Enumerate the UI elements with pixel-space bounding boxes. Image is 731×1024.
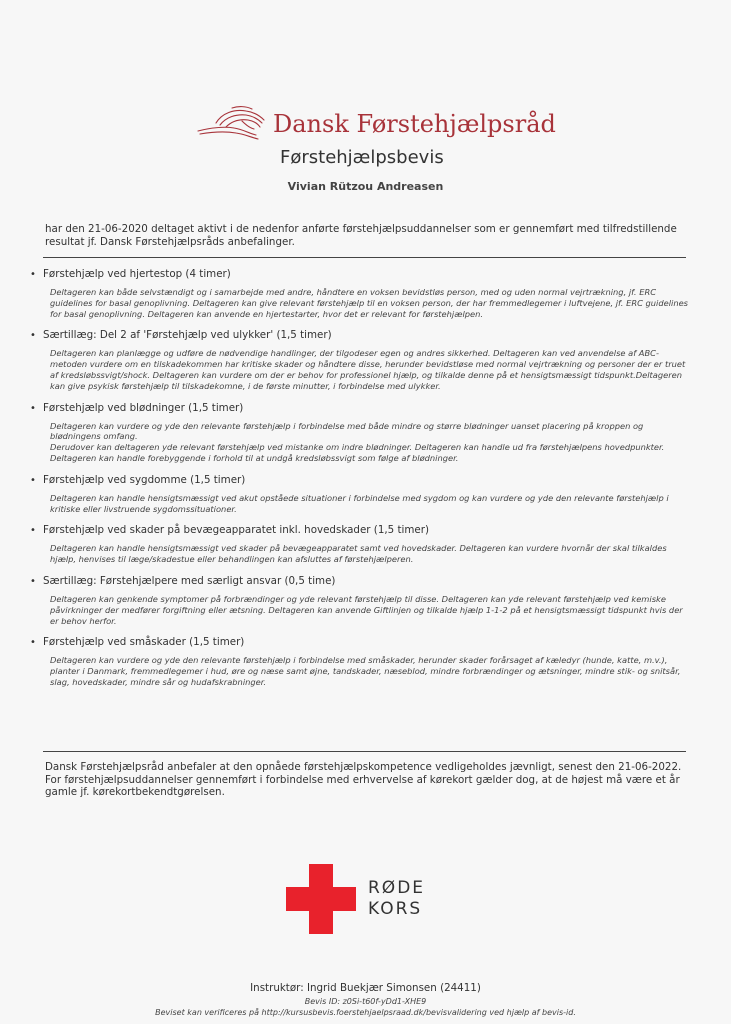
brand-name: Dansk Førstehjælpsråd [273, 110, 556, 138]
course-description-paragraph: Deltageren kan vurdere og yde den relevante førstehjælp i forbindelse med både mindre og større blødninger uanset placering på kroppen og blødningens omfang. [50, 420, 644, 442]
red-cross-wordmark [368, 878, 425, 920]
course-item [30, 524, 690, 565]
course-title [30, 524, 690, 537]
course-title [30, 575, 690, 588]
course-title [30, 474, 690, 487]
course-item [30, 636, 690, 687]
red-cross-logo [286, 864, 446, 936]
course-item [30, 329, 690, 391]
course-title-text: Førstehjælp ved blødninger (1,5 timer) [43, 401, 244, 414]
course-description-paragraph: Deltageren kan planlægge og udføre de nødvendige handlinger, der tilgodeser egen og andres sikkerhed. Deltageren kan ved anvendelse af ABC-metoden vurdere om en tilskadekommen har kritiske skader og håndtere disse, herunder bevidstløse med normal vejrtrækning og personer der er truet af kredsløbssvigt/shock. Deltageren kan vurdere om der er behov for professionel hjælp, og tilkalde denne på et hensigtsmæssigt tidspunkt.Deltageren kan give psykisk førstehjælp til tilskadekomne, i de første minutter, i forbindelse med ulykker. [50, 348, 686, 391]
bullet-icon: • [30, 402, 36, 414]
document-title: Førstehjælpsbevis [280, 147, 444, 168]
bullet-icon: • [30, 525, 36, 537]
course-title-text: Førstehjælp ved småskader (1,5 timer) [43, 636, 245, 649]
course-title-text: Særtillæg: Førstehjælpere med særligt ansvar (0,5 time) [43, 574, 336, 587]
validity-text: Dansk Førstehjælpsråd anbefaler at den opnåede førstehjælpskompetence vedligeholdes jævnligt, senest den 21-06-2022. For førstehjælpsuddannelser gennemført i forbindelse med erhvervelse af kørekort gælder dog, at de højest må være et år gamle jf. kørekortbekendtgørelsen. [45, 761, 682, 798]
course-item [30, 575, 690, 626]
course-item [30, 474, 690, 515]
course-title [30, 636, 690, 649]
verification-note: Beviset kan verificeres på http://kursusbevis.foerstehjaelpsraad.dk/bevisvalidering ved hjælp af bevis-id. [155, 1008, 576, 1017]
bullet-icon: • [30, 269, 36, 280]
course-title-text: Førstehjælp ved hjertestop (4 timer) [43, 268, 231, 280]
bullet-icon: • [30, 330, 36, 342]
course-description-paragraph: Deltageren kan både selvstændigt og i samarbejde med andre, håndtere en voksen bevidstløs person, med og uden normal vejrtrækning, jf. ERC guidelines for basal genoplivning. Deltageren kan give relevant førstehjælp til en voksen person, der har fremmedlegemer i luftvejene, jf. ERC guidelines for basal genoplivning. Deltageren kan anvende en hjertestarter, hvor det er relevant for førstehjælpen. [50, 287, 689, 319]
course-description [50, 421, 690, 464]
certificate-id: Bevis ID: z0Si-t60f-yDd1-XHE9 [304, 997, 427, 1006]
intro-text: har den 21-06-2020 deltaget aktivt i de nedenfor anførte førstehjælpsuddannelser som er gennemført med tilfredstillende resultat jf. Dansk Førstehjælpsråds anbefalinger. [45, 223, 677, 248]
course-description [50, 287, 690, 319]
bullet-icon: • [30, 474, 36, 486]
course-description [50, 348, 690, 391]
hands-logo-icon [196, 103, 266, 143]
course-title [30, 268, 690, 281]
course-item [30, 268, 690, 319]
red-cross-line1: RØDE [368, 878, 426, 898]
course-description-paragraph: Deltageren kan genkende symptomer på forbrændinger og yde relevant førstehjælp til disse. Deltageren kan yde relevant førstehjælp ved kemiske påvirkninger der medfører forgiftning eller ætsning. Deltageren kan anvende Giftlinjen og tilkalde hjælp 1-1-2 på et hensigtsmæssigt tidspunkt hvis der er behov herfor. [50, 593, 683, 626]
bullet-icon: • [30, 575, 36, 587]
holder-name: Vivian Rützou Andreasen [287, 180, 444, 193]
course-description-paragraph: Deltageren kan handle hensigtsmæssigt ved akut opståede situationer i forbindelse med sygdom og kan vurdere og yde den relevante førstehjælp i kritiske eller livstruende sygdomssituationer. [50, 492, 669, 514]
course-title [30, 329, 690, 342]
course-title [30, 402, 690, 415]
course-title-text: Førstehjælp ved sygdomme (1,5 timer) [43, 473, 246, 486]
course-description [50, 493, 690, 515]
course-description-paragraph: Deltageren kan handle forebyggende i forhold til at undgå kredsløbssvigt som følge af blødninger. [50, 452, 459, 463]
divider-top [43, 257, 686, 258]
bullet-icon: • [30, 637, 36, 649]
course-list [30, 268, 690, 688]
instructor-name: Instruktør: Ingrid Buekjær Simonsen (24411) [250, 982, 481, 994]
course-description-paragraph: Deltageren kan vurdere og yde den relevante førstehjælp i forbindelse med småskader, herunder skader forårsaget af kæledyr (hunde, katte, m.v.), planter i Danmark, fremmedlegemer i hud, øre og næse samt øjne, tandskader, næseblod, mindre forbrændinger og ætsninger, mindre stik- og snitsår, slag, hovedskader, mindre sår og hudafskrabninger. [50, 655, 681, 687]
divider-bottom [43, 751, 686, 752]
red-cross-line2: KORS [368, 899, 423, 919]
red-cross-icon [286, 864, 356, 934]
course-description [50, 594, 690, 626]
course-item [30, 402, 690, 464]
certificate-header [0, 100, 731, 210]
course-description [50, 655, 690, 687]
course-description [50, 543, 690, 565]
course-description-paragraph: Derudover kan deltageren yde relevant førstehjælp ved mistanke om indre blødninger. Deltageren kan handle ud fra førstehjælpens hovedpunkter. [50, 442, 665, 453]
course-title-text: Førstehjælp ved skader på bevægeapparatet inkl. hovedskader (1,5 timer) [43, 524, 429, 537]
course-title-text: Særtillæg: Del 2 af 'Førstehjælp ved ulykker' (1,5 timer) [43, 329, 332, 342]
course-description-paragraph: Deltageren kan handle hensigtsmæssigt ved skader på bevægeapparatet samt ved hovedskader. Deltageren kan vurdere hvornår der skal tilkaldes hjælp, henvises til læge/skadestue eller behandlingen kan afsluttes af førstehjælperen. [50, 543, 667, 565]
